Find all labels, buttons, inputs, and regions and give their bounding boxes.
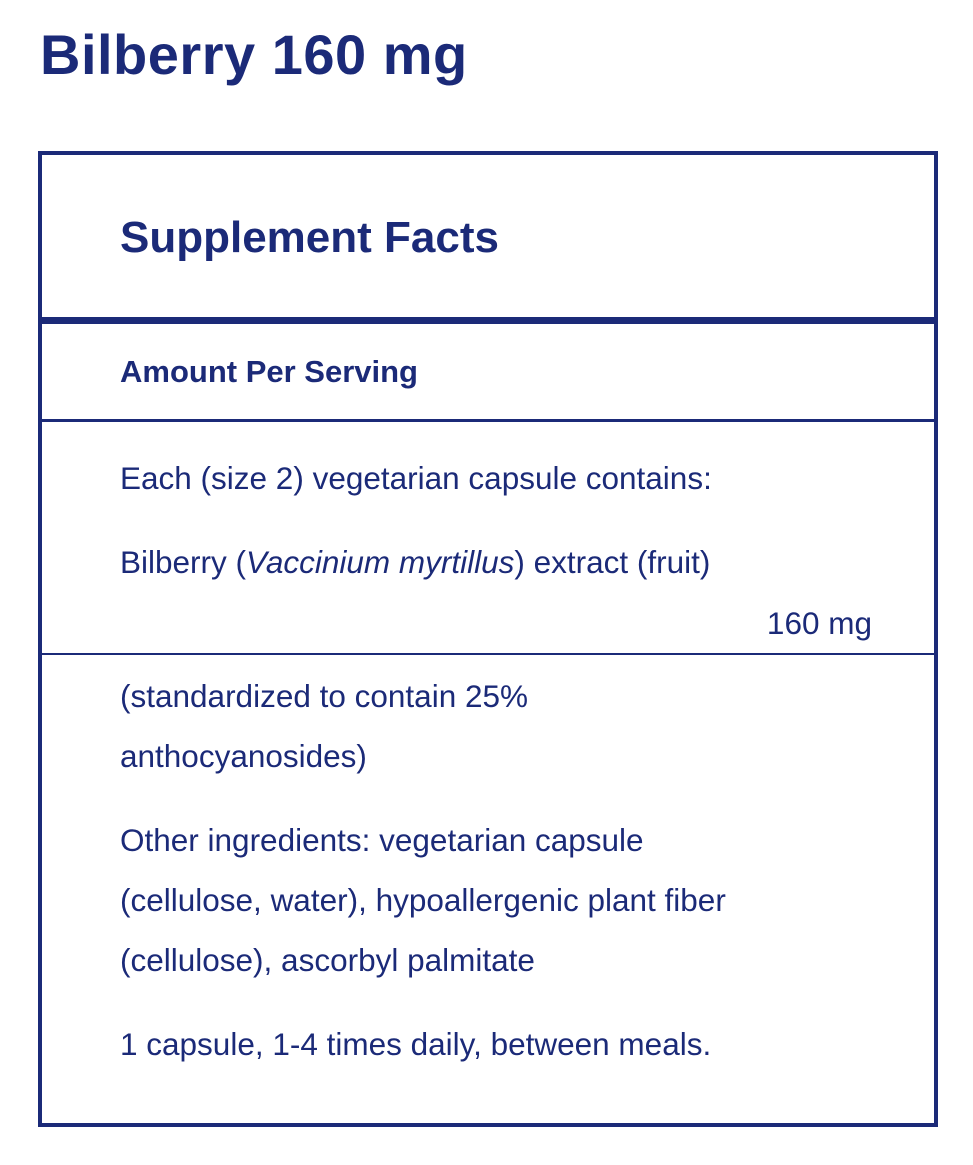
other-ingredients-line-1: Other ingredients: vegetarian capsule: [120, 822, 644, 858]
thick-divider: [42, 317, 934, 324]
ingredient-latin-name: Vaccinium myrtillus: [246, 544, 515, 580]
serving-description: Each (size 2) vegetarian capsule contains:: [120, 460, 712, 496]
amount-per-serving-heading: Amount Per Serving: [120, 354, 418, 389]
divider: [42, 419, 934, 422]
standardization-line-2: anthocyanosides): [120, 738, 367, 774]
ingredient-name-suffix: ) extract (fruit): [514, 544, 711, 580]
ingredient-name: [120, 544, 710, 581]
thin-divider: [42, 653, 934, 655]
directions: 1 capsule, 1-4 times daily, between meals.: [120, 1026, 712, 1062]
other-ingredients-line-2: (cellulose, water), hypoallergenic plant fiber: [120, 882, 726, 918]
product-title: Bilberry 160 mg: [40, 23, 468, 86]
ingredient-name-prefix: Bilberry (: [120, 544, 247, 580]
other-ingredients-line-3: (cellulose), ascorbyl palmitate: [120, 942, 535, 978]
standardization-line-1: (standardized to contain 25%: [120, 678, 529, 714]
supplement-facts-panel: [38, 151, 938, 1127]
ingredient-amount: 160 mg: [766, 605, 872, 641]
supplement-facts-heading: Supplement Facts: [120, 213, 499, 262]
